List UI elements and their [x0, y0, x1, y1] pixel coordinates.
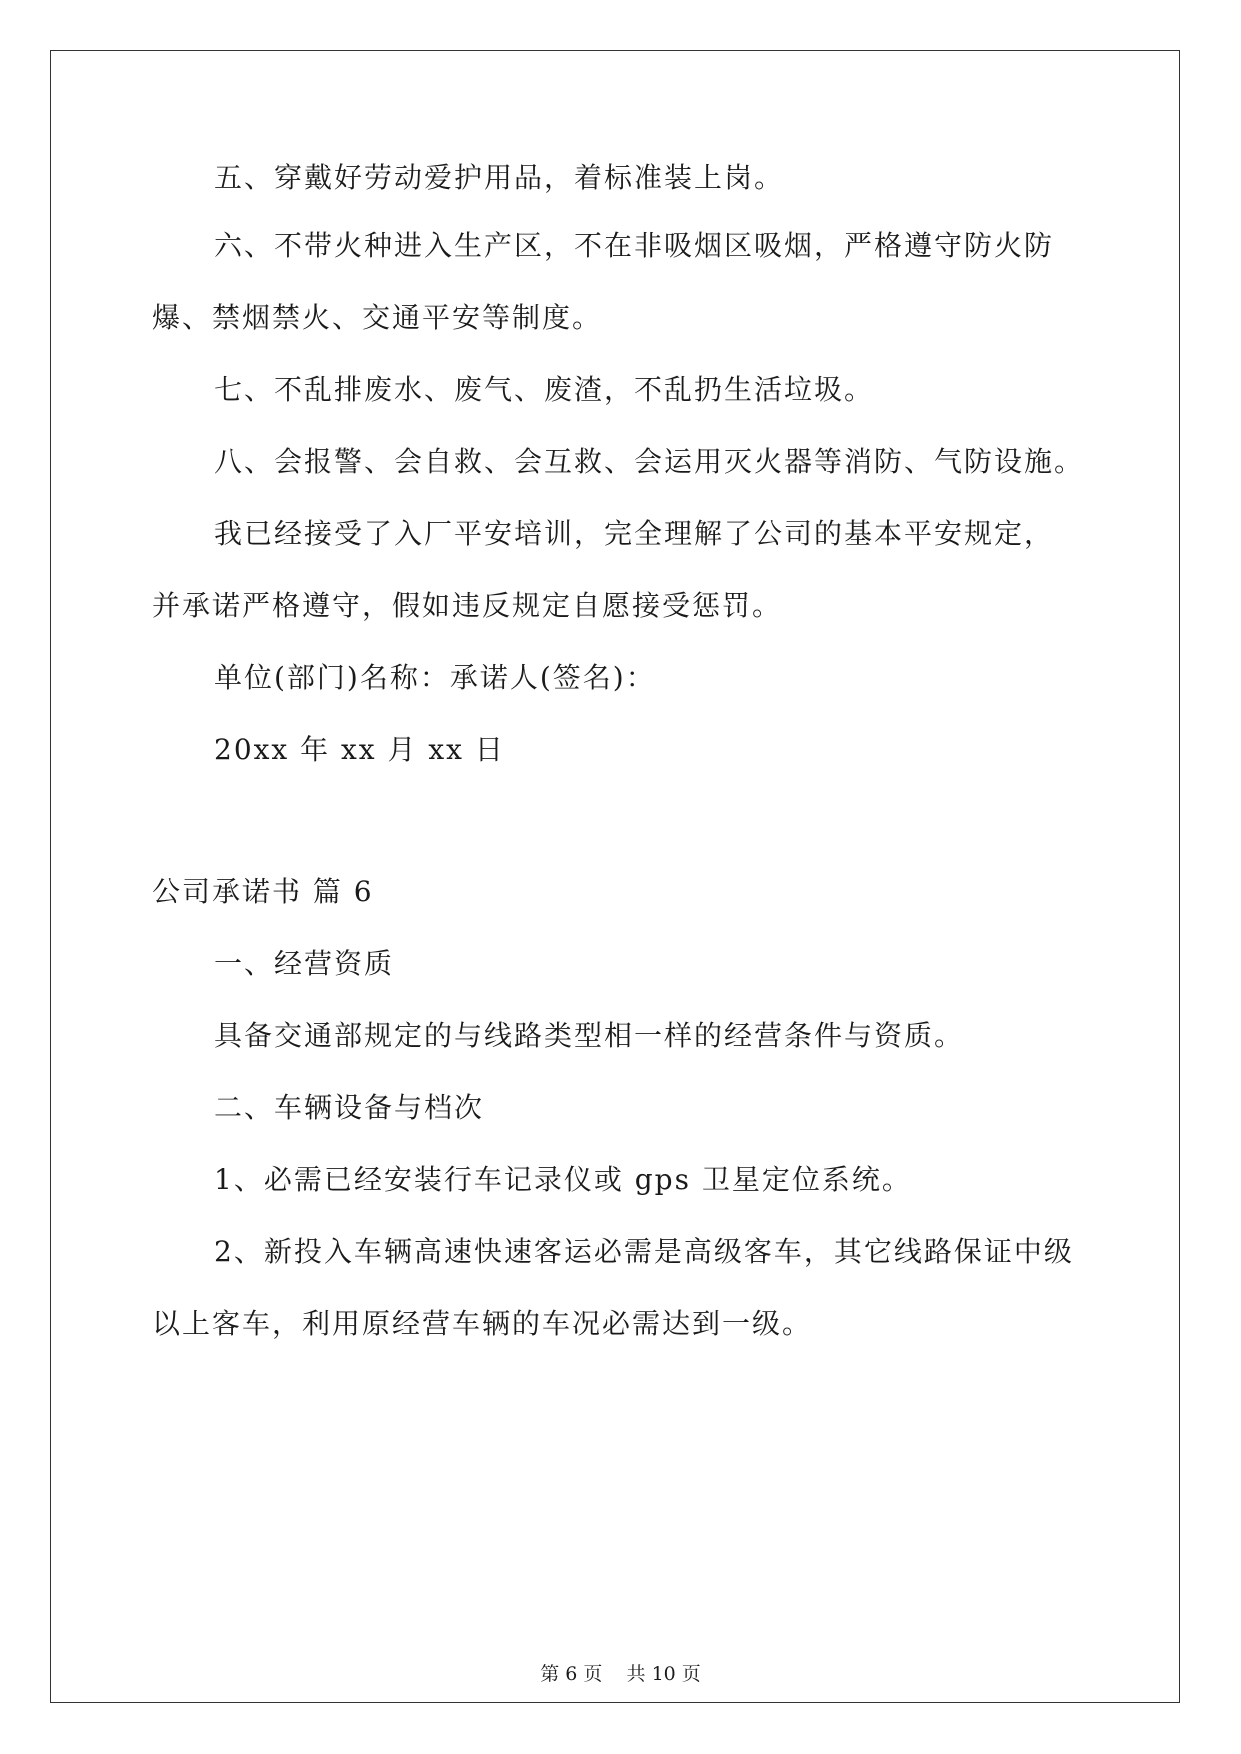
- paragraph-item-5: 五、穿戴好劳动爱护用品，着标准装上岗。: [214, 161, 785, 194]
- paragraph-vehicle-item-2-continued: 以上客车，利用原经营车辆的车况必需达到一级。: [152, 1307, 813, 1340]
- paragraph-item-6: 六、不带火种进入生产区，不在非吸烟区吸烟，严格遵守防火防: [214, 229, 1055, 262]
- paragraph-item-6-continued: 爆、禁烟禁火、交通平安等制度。: [152, 301, 603, 334]
- section-heading-qualification: 一、经营资质: [214, 947, 395, 980]
- signature-line: 单位(部门)名称：承诺人(签名)：: [214, 661, 656, 694]
- paragraph-item-8: 八、会报警、会自救、会互救、会运用灭火器等消防、气防设施。: [214, 445, 1085, 478]
- paragraph-vehicle-item-2: 2、新投入车辆高速快速客运必需是高级客车，其它线路保证中级: [214, 1235, 1074, 1268]
- paragraph-pledge-continued: 并承诺严格遵守，假如违反规定自愿接受惩罚。: [152, 589, 783, 622]
- section-heading-vehicles: 二、车辆设备与档次: [214, 1091, 485, 1124]
- paragraph-item-7: 七、不乱排废水、废气、废渣，不乱扔生活垃圾。: [214, 373, 875, 406]
- paragraph-qualification: 具备交通部规定的与线路类型相一样的经营条件与资质。: [214, 1019, 965, 1052]
- page-number-footer: 第 6 页 共 10 页: [540, 1663, 701, 1685]
- date-line: 20xx 年 xx 月 xx 日: [214, 733, 505, 766]
- paragraph-pledge: 我已经接受了入厂平安培训，完全理解了公司的基本平安规定，: [214, 517, 1055, 550]
- paragraph-vehicle-item-1: 1、必需已经安装行车记录仪或 gps 卫星定位系统。: [214, 1163, 912, 1196]
- section-title: 公司承诺书 篇 6: [152, 875, 374, 908]
